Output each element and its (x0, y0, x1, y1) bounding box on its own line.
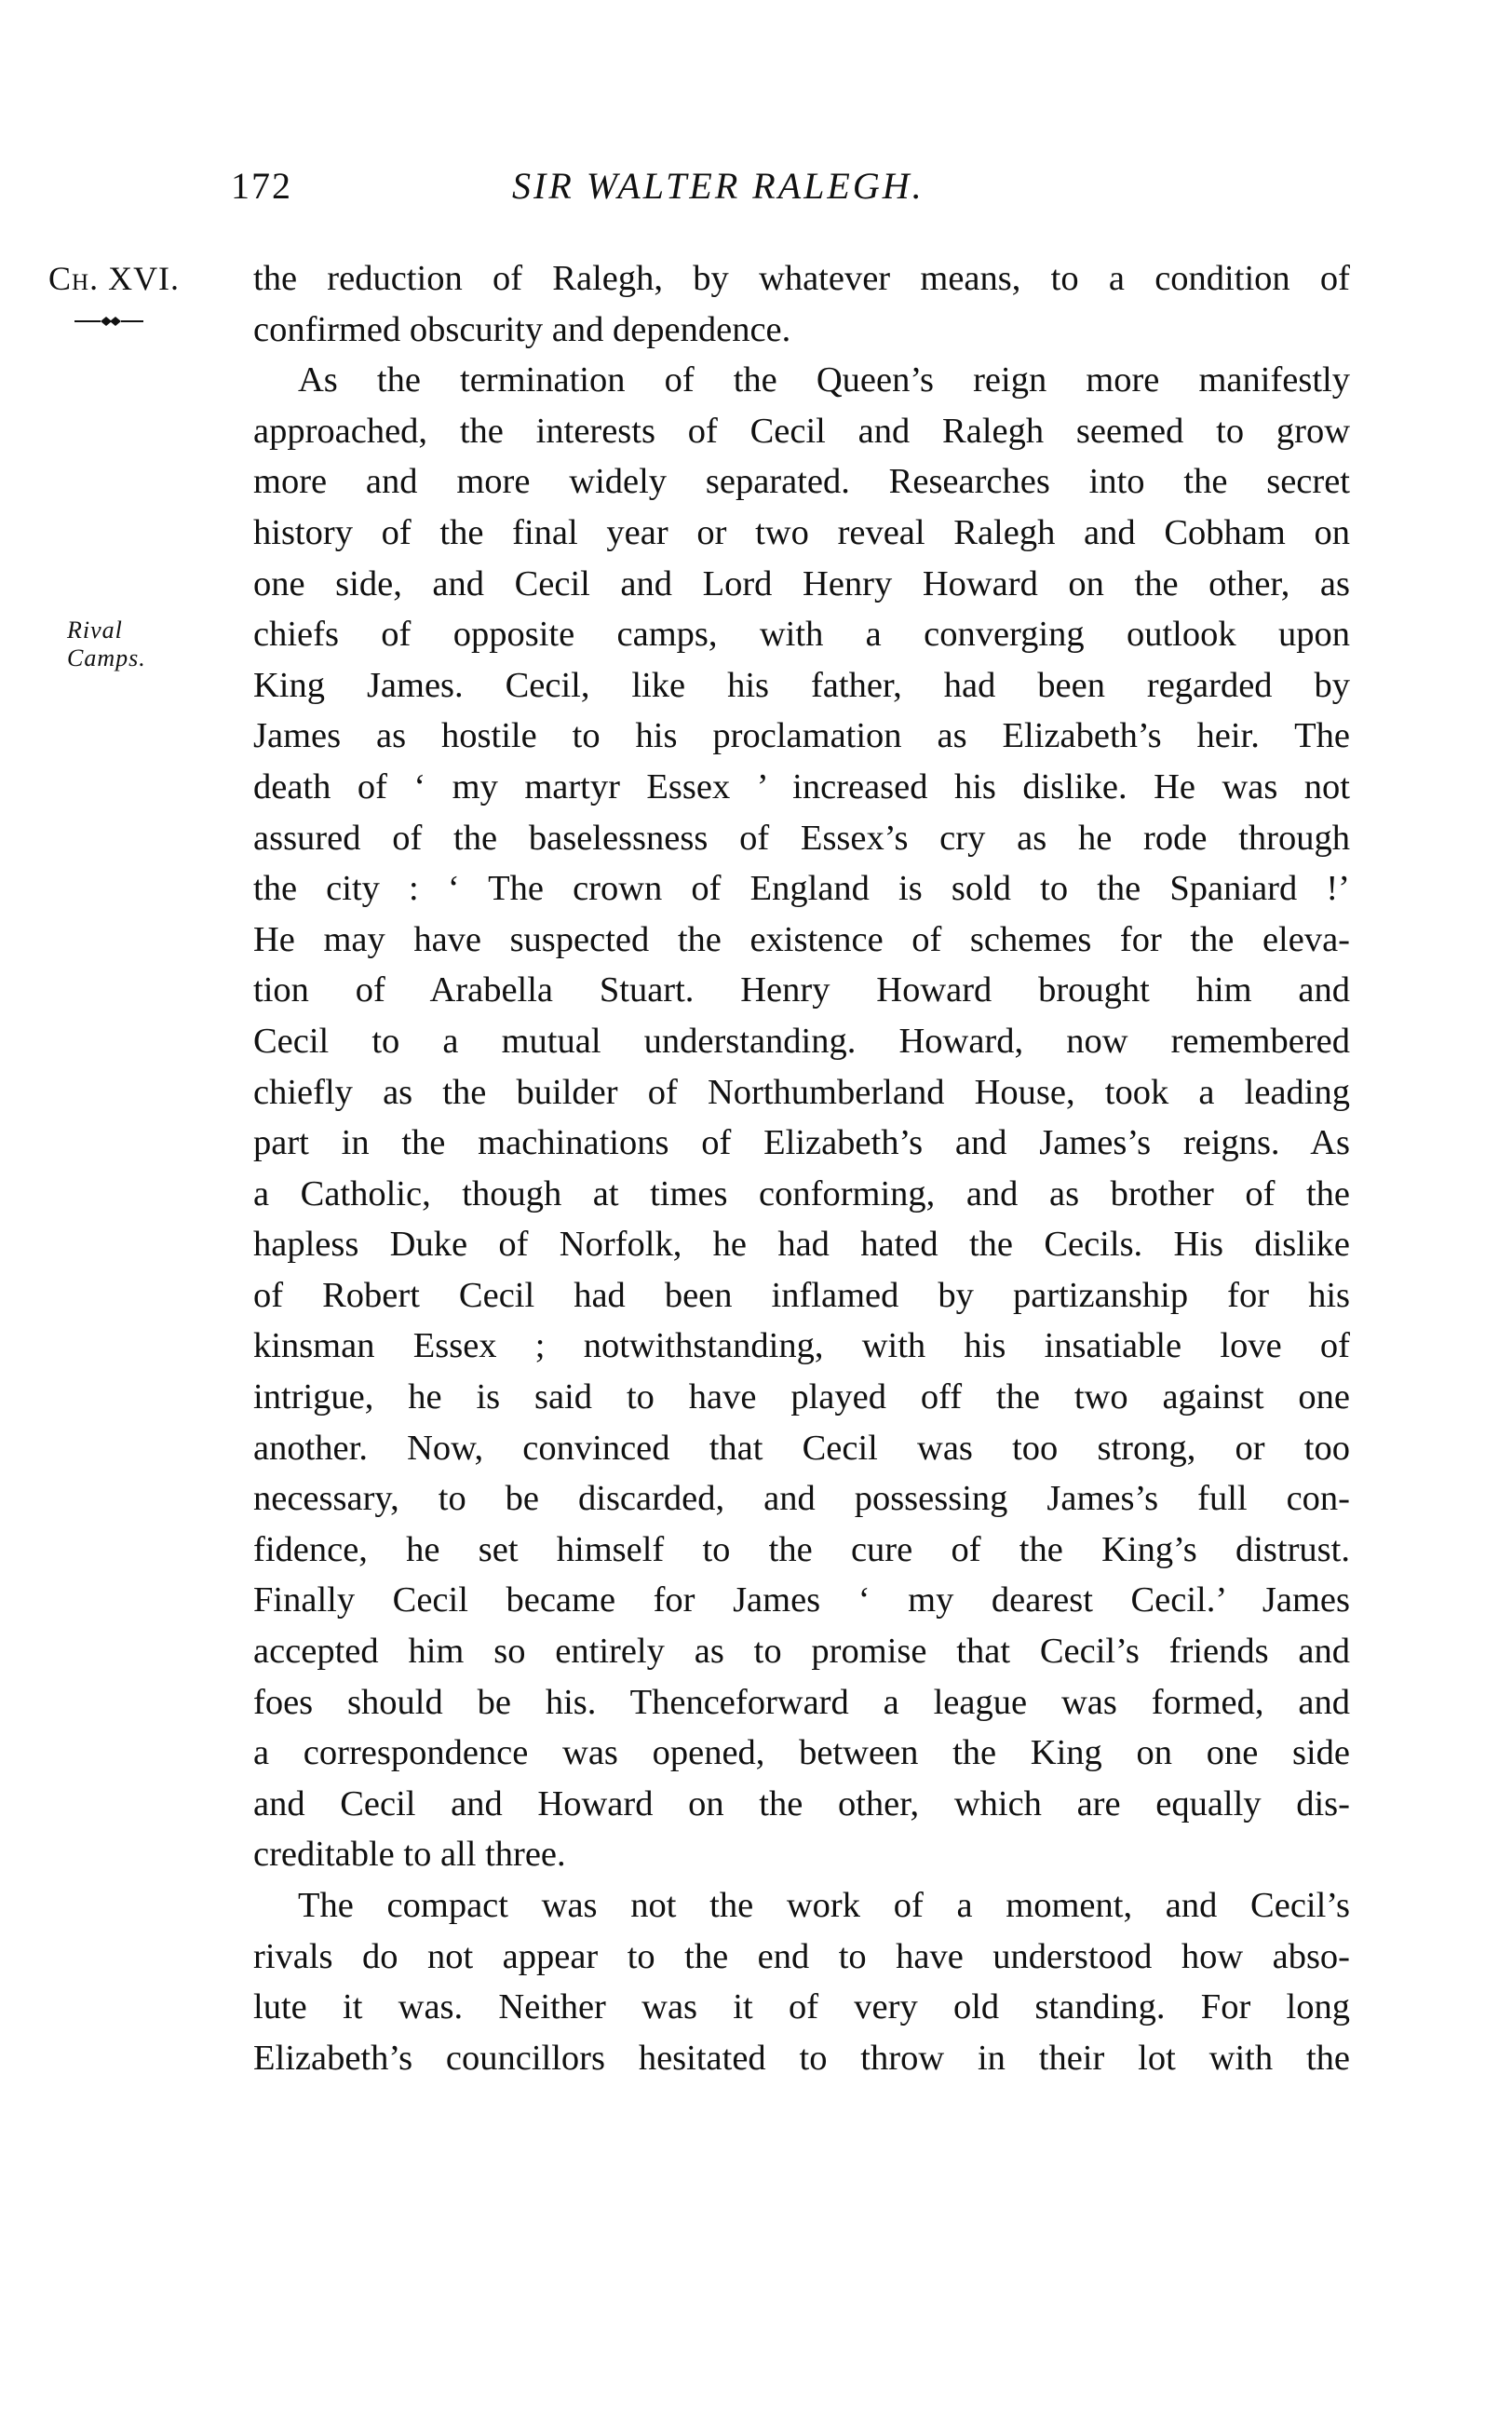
text-line: lute it was. Neither was it of very old standing. For long (253, 1987, 1350, 2027)
text-line: death of ‘ my martyr Essex ’ increased his dislike. He was not (253, 766, 1350, 807)
text-line: another. Now, convinced that Cecil was too strong, or too (253, 1428, 1350, 1468)
text-line: the city : ‘ The crown of England is sold to the Spaniard !’ (253, 869, 1350, 909)
text-line: necessary, to be discarded, and possessing James’s full con- (253, 1479, 1350, 1519)
text-line: confirmed obscurity and dependence. (253, 309, 791, 349)
margin-note (67, 617, 146, 672)
paragraph-start-line: As the termination of the Queen’s reign more manifestly (298, 360, 1350, 400)
text-line: Finally Cecil became for James ‘ my dearest Cecil.’ James (253, 1580, 1350, 1620)
text-line: chiefly as the builder of Northumberland House, took a leading (253, 1072, 1350, 1112)
text-line: chiefs of opposite camps, with a converging outlook upon (253, 615, 1350, 655)
body-text (253, 253, 1350, 2083)
text-line: hapless Duke of Norfolk, he had hated the Cecils. His dislike (253, 1225, 1350, 1265)
text-line: and Cecil and Howard on the other, which are equally dis- (253, 1783, 1350, 1823)
text-line: a Catholic, though at times conforming, and as brother of the (253, 1173, 1350, 1213)
paragraph-start-line: The compact was not the work of a moment, and Cecil’s (298, 1886, 1350, 1925)
margin-note-line: Rival (67, 617, 123, 644)
text-line: approached, the interests of Cecil and Ralegh seemed to grow (253, 411, 1350, 451)
text-line: creditable to all three. (253, 1835, 566, 1875)
text-line: intrigue, he is said to have played off the two against one (253, 1377, 1350, 1417)
text-line: part in the machinations of Elizabeth’s and James’s reigns. As (253, 1123, 1350, 1163)
text-line: a correspondence was opened, between the King on one side (253, 1733, 1350, 1773)
text-line: rivals do not appear to the end to have understood how abso- (253, 1936, 1350, 1976)
running-head: SIR WALTER RALEGH. (512, 165, 925, 207)
text-line: King James. Cecil, like his father, had been regarded by (253, 665, 1350, 705)
text-line: tion of Arabella Stuart. Henry Howard brought him and (253, 970, 1350, 1010)
text-line: kinsman Essex ; notwithstanding, with his insatiable love of (253, 1326, 1350, 1366)
text-line: one side, and Cecil and Lord Henry Howard on the other, as (253, 563, 1350, 603)
text-line: fidence, he set himself to the cure of the King’s distrust. (253, 1529, 1350, 1569)
text-line: the reduction of Ralegh, by whatever means, to a condition of (253, 259, 1350, 298)
text-line: Elizabeth’s councillors hesitated to throw in their lot with the (253, 2038, 1350, 2078)
text-line: more and more widely separated. Researches into the secret (253, 462, 1350, 502)
text-line: assured of the baselessness of Essex’s cry as he rode through (253, 818, 1350, 858)
text-line: Cecil to a mutual understanding. Howard, now remembered (253, 1021, 1350, 1061)
text-line: foes should be his. Thenceforward a league was formed, and (253, 1682, 1350, 1722)
text-line: He may have suspected the existence of schemes for the eleva- (253, 919, 1350, 959)
text-line: history of the final year or two reveal Ralegh and Cobham on (253, 512, 1350, 552)
text-line: accepted him so entirely as to promise that Cecil’s friends and (253, 1632, 1350, 1672)
page-number: 172 (231, 165, 292, 207)
text-line: James as hostile to his proclamation as Elizabeth’s heir. The (253, 716, 1350, 756)
text-line: of Robert Cecil had been inflamed by partizanship for his (253, 1275, 1350, 1315)
chapter-label: Ch. XVI. (48, 260, 181, 297)
margin-note-line: Camps. (67, 644, 146, 671)
chapter-ornament-icon (73, 313, 145, 330)
